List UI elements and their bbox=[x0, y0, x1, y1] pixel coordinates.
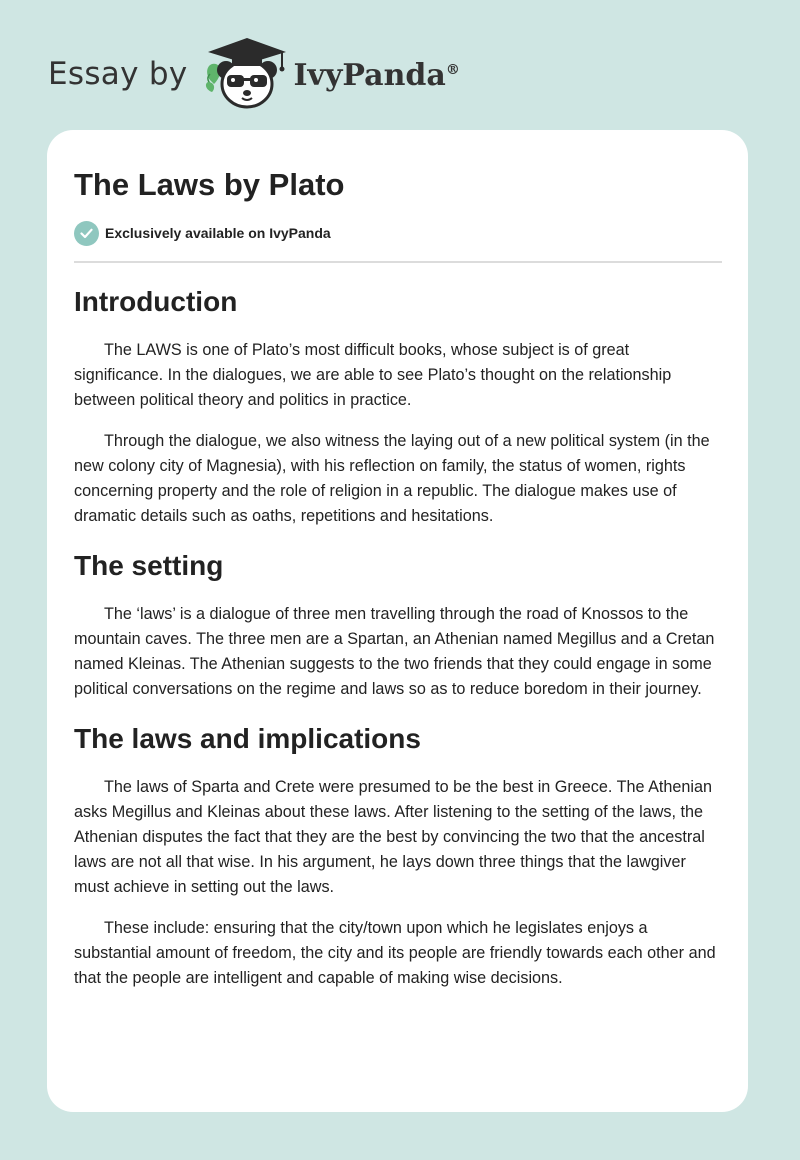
brand-name-text: IvyPanda bbox=[293, 57, 446, 93]
registered-mark: ® bbox=[445, 61, 460, 78]
brand-name bbox=[294, 58, 460, 93]
check-icon bbox=[74, 221, 99, 246]
section-heading-introduction: Introduction bbox=[74, 286, 238, 317]
paragraph: The ‘laws’ is a dialogue of three men travelling through the road of Knossos to the mountain caves. The three men are a Spartan, an Athenian named Megillus and a Cretan named Kleinas. The Athenian suggests to the two friends that they could engage in some political conversations on the regime and laws so as to reduce boredom in their journey. bbox=[74, 605, 715, 698]
brand-header bbox=[48, 32, 460, 112]
paragraph: These include: ensuring that the city/town upon which he legislates enjoys a substantial amount of freedom, the city and its people are friendly towards each other and that the people are intelligent and capable of making wise decisions. bbox=[74, 919, 716, 987]
paragraph: The LAWS is one of Plato’s most difficult books, whose subject is of great significance. In the dialogues, we are able to see Plato’s thought on the relationship between political theory and politics in practice. bbox=[74, 341, 672, 409]
essay-title: The Laws by Plato bbox=[74, 167, 345, 202]
section-heading-setting: The setting bbox=[74, 550, 224, 581]
paragraph: The laws of Sparta and Crete were presumed to be the best in Greece. The Athenian asks Megillus and Kleinas about these laws. After listening to the setting of the laws, the Athenian disputes the fact that they are the best by convincing the two that the ancestral laws are not all that wise. In his argument, he lays down three things that the lawgiver must achieve in setting out the laws. bbox=[74, 778, 712, 896]
paragraph: Through the dialogue, we also witness the laying out of a new political system (in the new colony city of Magnesia), with his reflection on family, the status of women, rights concerning property and the role of religion in a republic. The dialogue makes use of dramatic details such as oaths, repetitions and hesitations. bbox=[74, 432, 710, 525]
badge-text: Exclusively available on IvyPanda bbox=[105, 225, 331, 241]
panda-logo-icon[interactable] bbox=[202, 32, 292, 112]
exclusive-badge bbox=[74, 220, 722, 246]
brand-prefix: Essay by bbox=[48, 56, 188, 92]
essay-card bbox=[47, 130, 748, 1112]
section-heading-laws-implications: The laws and implications bbox=[74, 723, 421, 754]
divider bbox=[74, 261, 722, 263]
